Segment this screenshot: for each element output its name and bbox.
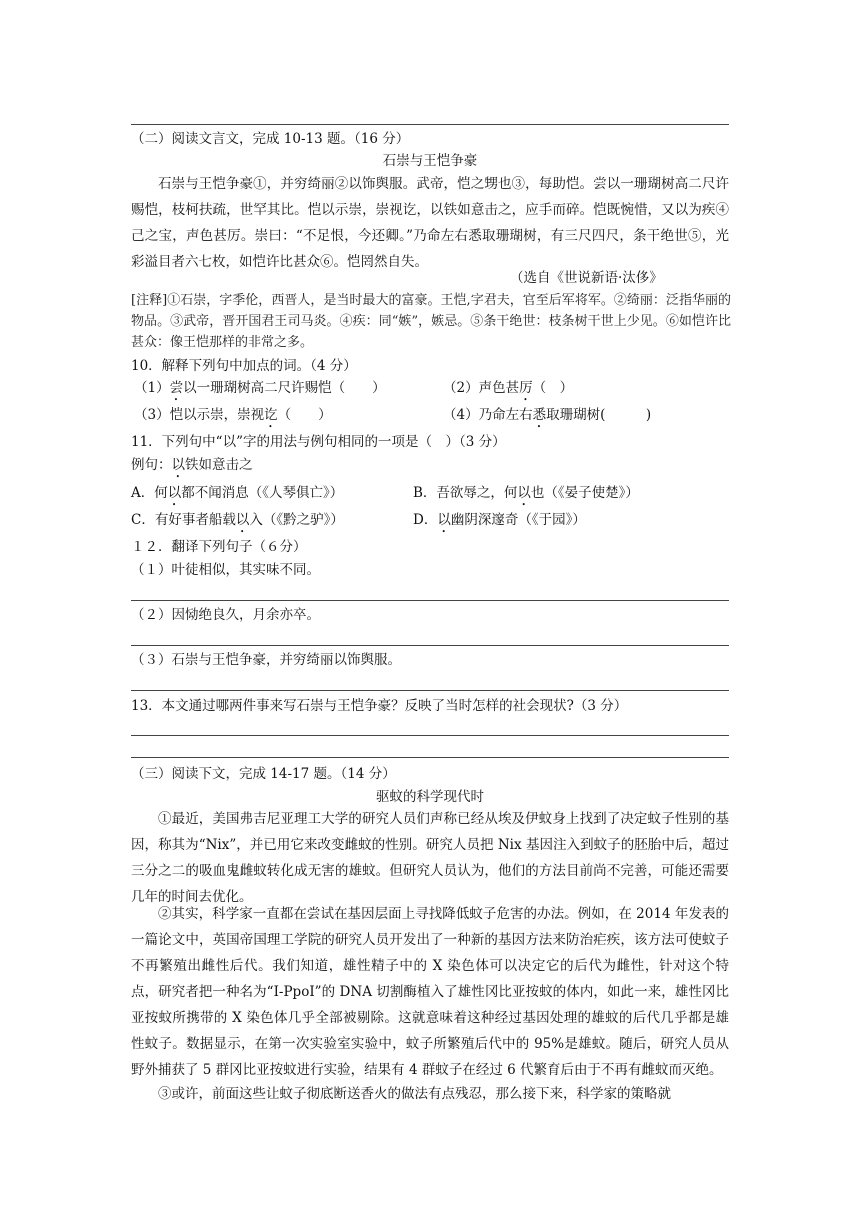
question-11-option-b: B．吾欲辱之，何以也（《晏子使楚》）	[413, 485, 639, 501]
article-title: 驱蚊的科学现代时	[376, 789, 484, 805]
top-divider	[131, 124, 729, 125]
answer-line-12-3	[131, 690, 729, 691]
answer-line-12-1	[131, 600, 729, 601]
section-2-header: （二）阅读文言文，完成 10-13 题。（16 分）	[131, 131, 410, 147]
question-11-option-c: C．有好事者船载以入（《黔之驴》）	[131, 512, 344, 528]
question-10-stem: 10．解释下列句中加点的词。（4 分）	[131, 358, 357, 374]
article-paragraph-2: ②其实，科学家一直都在尝试在基因层面上寻找降低蚊子危害的办法。例如，在 2014 年发表的一篇论文中，英国帝国理工学院的研究人员开发出了一种新的基因方法来防治疟疾，该方法可使蚊子不再繁殖出雌性后代。我们知道，雄性精子中的 X 染色体可以决定它的后代为雌性，针对这个特点，研究者把一种名为“I-PpoI”的 DNA 切割酶植入了雄性冈比亚按蚊的体内，如此一来，雄性冈比亚按蚊所携带的 X 染色体几乎全部被剔除。这就意味着这种经过基因处理的雄蚊的后代几乎都是雄性蚊子。数据显示，在第一次实验室实验中，蚊子所繁殖后代中的 95%是雄蚊。随后，研究人员从野外捕获了 5 群冈比亚按蚊进行实验，结果有 4 群蚊子在经过 6 代繁育后由于不再有雌蚊而灭绝。	[131, 906, 729, 1078]
question-11-example: 例句：以铁如意击之	[131, 457, 253, 473]
question-11-stem: 11．下列句中“以”字的用法与例句相同的一项是（ ）（3 分）	[131, 434, 506, 450]
question-10-item-4: （4）乃命左右悉取珊瑚树( )	[443, 407, 652, 423]
article-paragraph-1: ①最近，美国弗吉尼亚理工大学的研究人员们声称已经从埃及伊蚊身上找到了决定蚊子性别的基因，称其为“Nix”，并已用它来改变雌蚊的性别。研究人员把 Nix 基因注入到蚊子的胚胎中后，超过三分之二的吸血鬼雌蚊转化成无害的雄蚊。但研究人员认为，他们的方法目前尚不完善，可能还需要几年的时间去优化。	[131, 811, 729, 905]
answer-line-13-1	[131, 735, 729, 736]
question-12-item-1: （１）叶徒相似，其实味不同。	[131, 562, 320, 578]
classical-passage: 石崇与王恺争豪①，并穷绮丽②以饰舆服。武帝，恺之甥也③，每助恺。尝以一珊瑚树高二尺许赐恺，枝柯扶疏，世罕其比。恺以示崇，崇视讫，以铁如意击之，应手而碎。恺既惋惜，又以为疾④己之宝，声色甚厉。崇曰：“不足恨，今还卿。”乃命左右悉取珊瑚树，有三尺四尺，条干绝世⑤，光彩溢目者六七枚，如恺许比甚众⑥。恺罔然自失。	[131, 176, 729, 270]
answer-line-12-2	[131, 645, 729, 646]
question-11-option-a: A．何以都不闻消息（《人琴俱亡》）	[131, 485, 344, 501]
question-10-item-1: （1）尝以一珊瑚树高二尺许赐恺（ ）	[134, 380, 386, 396]
question-12-stem: １２．翻译下列句子（６分）	[131, 539, 307, 555]
answer-line-13-2	[131, 757, 729, 758]
question-11-option-d: D．以幽阴深邃奇（《于园》）	[413, 512, 586, 528]
question-13-stem: 13．本文通过哪两件事来写石崇与王恺争豪？反映了当时怎样的社会现状?（3 分）	[131, 698, 628, 714]
passage-source: （选自《世说新语·汰侈》	[510, 270, 663, 286]
article-paragraph-3: ③或许，前面这些让蚊子彻底断送香火的做法有点残忍，那么接下来，科学家的策略就	[158, 1086, 671, 1102]
question-12-item-2: （２）因恸绝良久，月余亦卒。	[131, 607, 320, 623]
question-10-item-2: （2）声色甚厉（ ）	[443, 380, 574, 396]
passage-notes: [注释]①石崇，字季伦，西晋人，是当时最大的富豪。王恺,字君夫，官至后军将军。②绮丽：泛指华丽的物品。③武帝，晋开国君王司马炎。④疾：同“嫉”，嫉忌。⑤条干绝世：枝条树干世上少见。⑥如恺许比甚众：像王恺那样的非常之多。	[131, 293, 731, 350]
question-12-item-3: （３）石崇与王恺争豪，并穷绮丽以饰舆服。	[131, 652, 401, 668]
passage-title: 石崇与王恺争豪	[382, 153, 478, 169]
question-10-item-3: （3）恺以示崇，崇视讫（ ）	[134, 407, 332, 423]
section-3-header: （三）阅读下文，完成 14-17 题。（14 分）	[131, 766, 396, 782]
